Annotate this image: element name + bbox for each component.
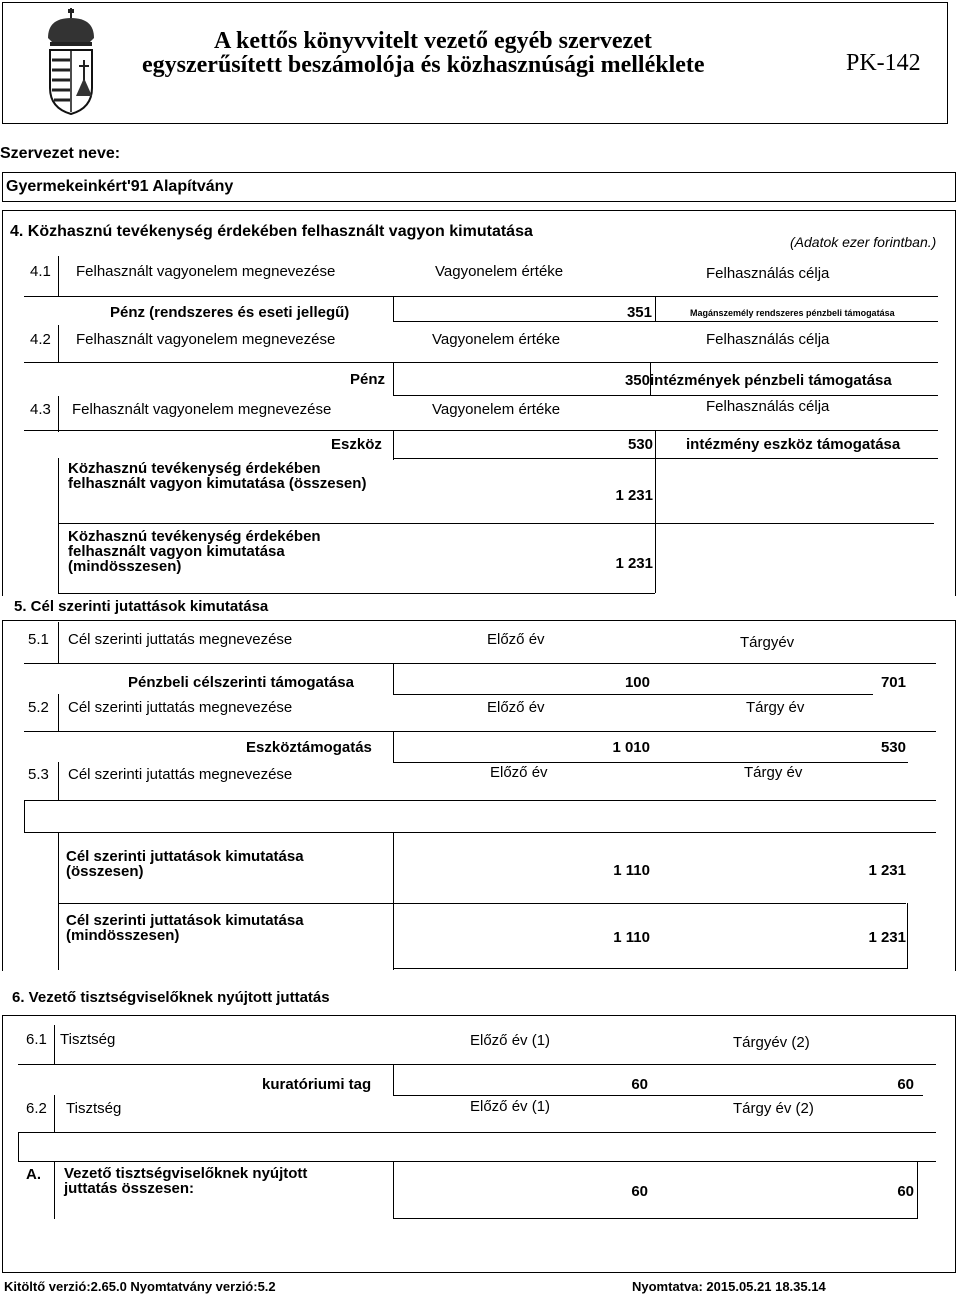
col-header-asset-value: Vagyonelem értéke <box>432 401 561 418</box>
section4-grand-total-label: Közhasznú tevékenység érdekében felhasznált vagyon kimutatása (mindösszesen) <box>68 528 321 575</box>
section6-frame <box>2 1015 956 1273</box>
section5-grand-total-curr: 1 231 <box>868 929 906 946</box>
form-title-line1: A kettős könyvvitelt vezető egyéb szervezet <box>214 28 652 54</box>
col-header-position: Tisztség <box>60 1031 116 1048</box>
row-number-6-1: 6.1 <box>26 1031 47 1048</box>
col-header-prev-year: Előző év (1) <box>470 1098 551 1115</box>
section5-title: 5. Cél szerinti jutattások kimutatása <box>14 598 269 615</box>
section5-total-label: Cél szerinti juttatások kimutatása (összesen) <box>66 848 304 880</box>
row-number-5-1: 5.1 <box>28 631 49 648</box>
col-header-curr-year: Tárgy év <box>744 764 803 781</box>
section6-title: 6. Vezető tisztségviselőknek nyújtott juttatás <box>12 989 330 1006</box>
row-number-4-1: 4.1 <box>30 263 51 280</box>
section4-total-value: 1 231 <box>615 487 653 504</box>
curr-year-cell: 701 <box>880 674 906 691</box>
col-header-prev-year: Előző év <box>487 631 545 648</box>
col-header-curr-year: Tárgyév (2) <box>733 1034 810 1051</box>
col-header-asset-value: Vagyonelem értéke <box>432 331 561 348</box>
footer-version: Kitöltő verzió:2.65.0 Nyomtatvány verzió:5.2 <box>4 1279 276 1294</box>
section4-grand-total-value: 1 231 <box>615 555 653 572</box>
hungarian-coat-of-arms-icon <box>40 8 102 118</box>
col-header-prev-year: Előző év (1) <box>470 1032 551 1049</box>
benefit-name-cell: Pénzbeli célszerinti támogatása <box>128 674 354 691</box>
usage-purpose-cell: intézmény eszköz támogatása <box>686 436 901 453</box>
col-header-usage-purpose: Felhasználás célja <box>706 331 830 348</box>
col-header-curr-year: Tárgyév <box>740 634 795 651</box>
curr-year-cell: 530 <box>880 739 906 756</box>
form-code: PK-142 <box>846 50 921 76</box>
section6-total-letter: A. <box>26 1166 41 1183</box>
section5-total-curr: 1 231 <box>868 862 906 879</box>
asset-name-cell: Pénz <box>350 371 386 388</box>
curr-year-cell: 60 <box>897 1076 914 1093</box>
org-name-label: Szervezet neve: <box>0 145 121 162</box>
unit-note: (Adatok ezer forintban.) <box>790 234 937 250</box>
section6-total-prev: 60 <box>631 1183 648 1200</box>
asset-value-cell: 350 <box>624 372 650 389</box>
col-header-usage-purpose: Felhasználás célja <box>706 398 830 415</box>
asset-value-cell: 530 <box>627 436 653 453</box>
row-number-5-2: 5.2 <box>28 699 49 716</box>
col-header-prev-year: Előző év <box>487 699 545 716</box>
col-header-benefit-name: Cél szerinti jutattás megnevezése <box>68 766 293 783</box>
col-header-position: Tisztség <box>66 1100 122 1117</box>
usage-purpose-cell: intézmények pénzbeli támogatása <box>650 372 892 389</box>
asset-name-cell: Pénz (rendszeres és eseti jellegű) <box>110 304 350 321</box>
row-number-5-3: 5.3 <box>28 766 49 783</box>
col-header-asset-value: Vagyonelem értéke <box>435 263 564 280</box>
col-header-asset-name: Felhasznált vagyonelem megnevezése <box>76 263 336 280</box>
section6-total-label: Vezető tisztségviselőknek nyújtott juttatás összesen: <box>64 1165 308 1197</box>
col-header-benefit-name: Cél szerinti juttatás megnevezése <box>68 699 293 716</box>
col-header-curr-year: Tárgy év <box>746 699 805 716</box>
asset-name-cell: Eszköz <box>331 436 382 453</box>
section4-total-label: Közhasznú tevékenység érdekében felhasznált vagyon kimutatása (összesen) <box>68 460 367 492</box>
col-header-usage-purpose: Felhasználás célja <box>706 265 830 282</box>
position-name-cell: kuratóriumi tag <box>262 1076 372 1093</box>
section5-grand-total-label: Cél szerinti juttatások kimutatása (mindösszesen) <box>66 912 304 944</box>
section5-grand-total-prev: 1 110 <box>613 929 650 946</box>
col-header-curr-year: Tárgy év (2) <box>733 1100 814 1117</box>
row-number-4-3: 4.3 <box>30 401 51 418</box>
col-header-asset-name: Felhasznált vagyonelem megnevezése <box>72 401 332 418</box>
usage-purpose-cell: Magánszemély rendszeres pénzbeli támogatása <box>690 308 895 318</box>
section6-total-curr: 60 <box>897 1183 914 1200</box>
col-header-benefit-name: Cél szerinti juttatás megnevezése <box>68 631 293 648</box>
benefit-name-cell: Eszköztámogatás <box>246 739 372 756</box>
form-title-line2: egyszerűsített beszámolója és közhasznúsági melléklete <box>142 52 705 78</box>
asset-value-cell: 351 <box>626 304 652 321</box>
prev-year-cell: 100 <box>624 674 650 691</box>
prev-year-cell: 1 010 <box>612 739 650 756</box>
col-header-prev-year: Előző év <box>490 764 548 781</box>
row-number-4-2: 4.2 <box>30 331 51 348</box>
footer-printed: Nyomtatva: 2015.05.21 18.35.14 <box>632 1279 826 1294</box>
prev-year-cell: 60 <box>631 1076 648 1093</box>
section5-total-prev: 1 110 <box>613 862 650 879</box>
col-header-asset-name: Felhasznált vagyonelem megnevezése <box>76 331 336 348</box>
org-name-value: Gyermekeinkért'91 Alapítvány <box>6 178 234 195</box>
section4-title: 4. Közhasznú tevékenység érdekében felhasznált vagyon kimutatása <box>10 223 533 240</box>
row-number-6-2: 6.2 <box>26 1100 47 1117</box>
